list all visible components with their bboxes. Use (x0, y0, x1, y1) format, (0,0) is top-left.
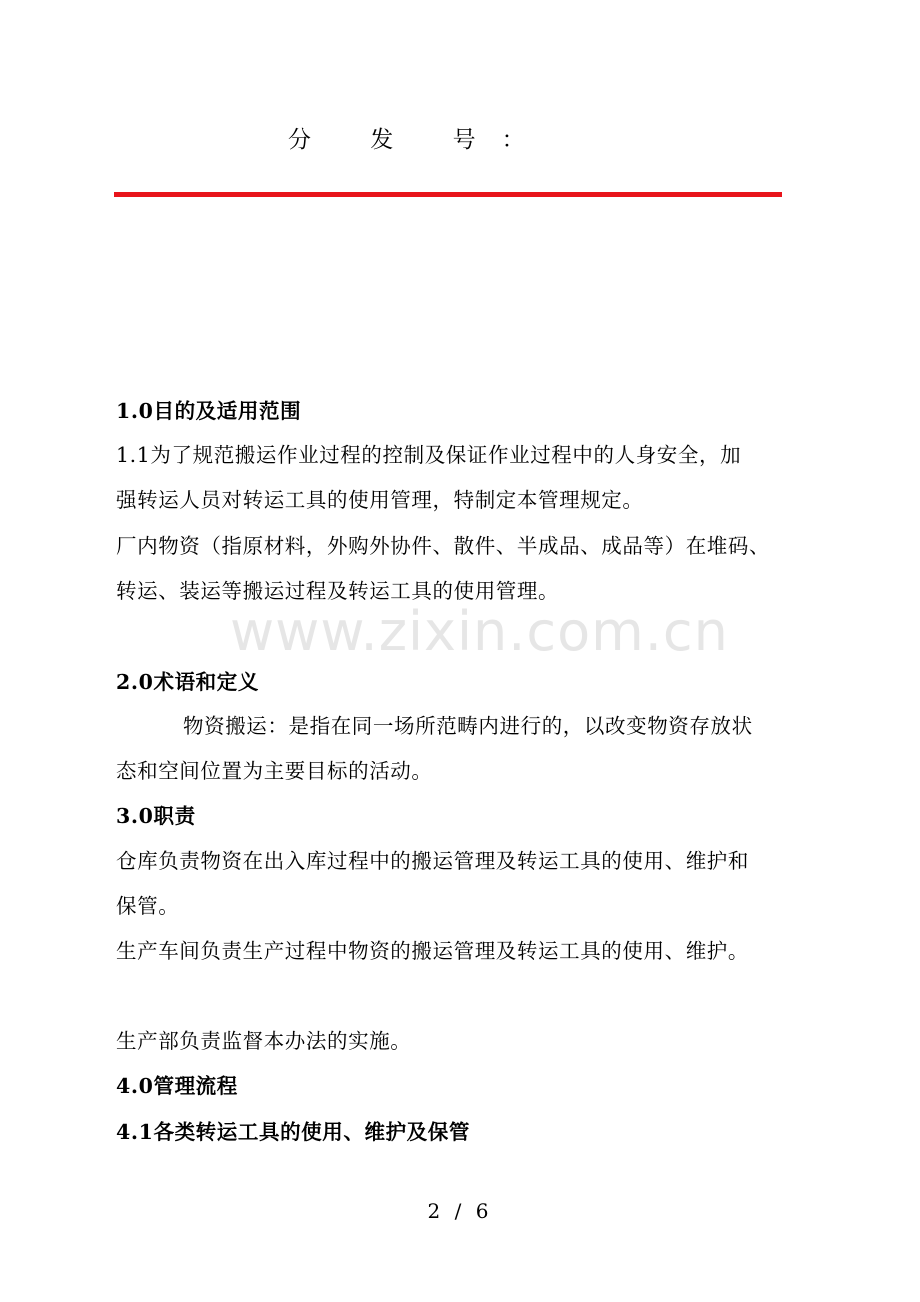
watermark: www.zixin.com.cn (230, 600, 729, 663)
paragraph-line: 强转运人员对转运工具的使用管理，特制定本管理规定。 (116, 488, 644, 512)
section-heading-management-process: 4.0管理流程 (116, 1074, 238, 1098)
page-number: 2 / 6 (427, 1199, 493, 1223)
distribution-number-label: 分 发 号： (288, 127, 551, 153)
paragraph-line: 物资搬运：是指在同一场所范畴内进行的，以改变物资存放状 (183, 714, 753, 738)
header-red-rule (114, 192, 782, 197)
paragraph-line: 厂内物资（指原材料，外购外协件、散件、半成品、成品等）在堆码、 (116, 534, 771, 558)
subsection-heading-transport-tools: 4.1各类转运工具的使用、维护及保管 (116, 1120, 470, 1144)
paragraph-line: 转运、装运等搬运过程及转运工具的使用管理。 (116, 579, 560, 603)
paragraph-line: 保管。 (116, 894, 180, 918)
paragraph-line: 1.1为了规范搬运作业过程的控制及保证作业过程中的人身安全，加 (116, 443, 742, 467)
section-heading-terms-definitions: 2.0术语和定义 (116, 670, 259, 694)
paragraph-line: 态和空间位置为主要目标的活动。 (116, 759, 433, 783)
paragraph-line: 生产部负责监督本办法的实施。 (116, 1029, 412, 1053)
section-heading-responsibilities: 3.0职责 (116, 804, 196, 828)
paragraph-line: 生产车间负责生产过程中物资的搬运管理及转运工具的使用、维护。 (116, 939, 749, 963)
paragraph-line: 仓库负责物资在出入库过程中的搬运管理及转运工具的使用、维护和 (116, 849, 749, 873)
section-heading-purpose-scope: 1.0目的及适用范围 (116, 399, 302, 423)
